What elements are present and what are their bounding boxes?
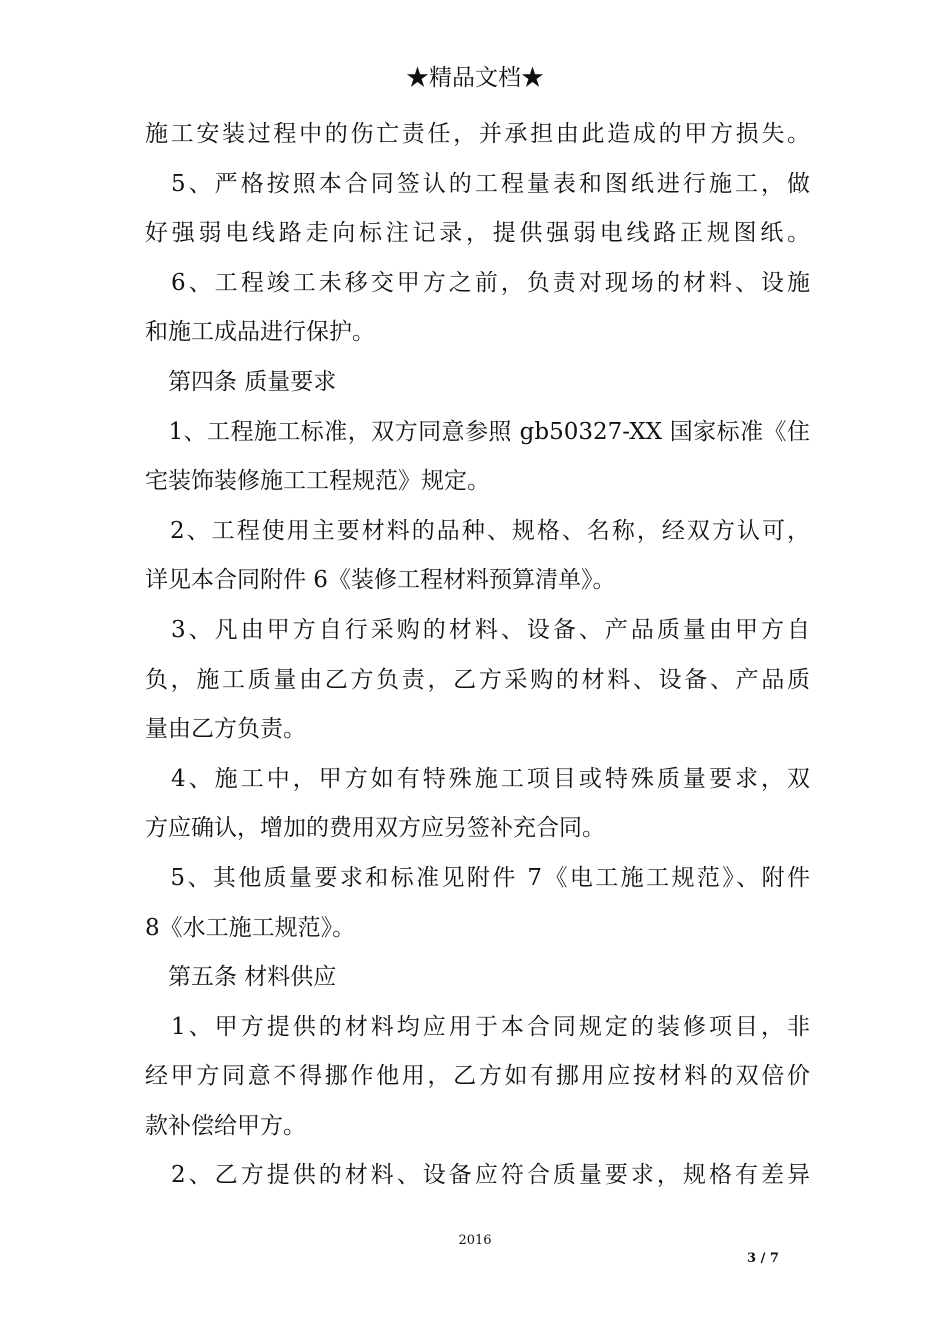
text-line: 8《水工施工规范》。 <box>145 914 356 941</box>
footer-year: 2016 <box>458 1233 492 1248</box>
text-line: 6、工程竣工未移交甲方之前，负责对现场的材料、设施 <box>145 269 810 296</box>
text-line: 1、甲方提供的材料均应用于本合同规定的装修项目，非 <box>145 1013 810 1040</box>
page-header-title: ★精品文档★ <box>406 65 544 91</box>
text-line: 负，施工质量由乙方负责，乙方采购的材料、设备、产品质 <box>145 666 810 693</box>
text-line: 详见本合同附件 6《装修工程材料预算清单》。 <box>145 567 616 594</box>
text-line: 2、工程使用主要材料的品种、规格、名称，经双方认可， <box>145 517 810 544</box>
text-line: 和施工成品进行保护。 <box>145 319 375 346</box>
document-body <box>145 110 810 1201</box>
text-line: 3、凡由甲方自行采购的材料、设备、产品质量由甲方自 <box>145 616 810 643</box>
text-line: 好强弱电线路走向标注记录，提供强弱电线路正规图纸。 <box>145 220 810 247</box>
text-line: 款补偿给甲方。 <box>145 1112 306 1139</box>
text-line: 量由乙方负责。 <box>145 716 306 743</box>
text-line: 5、其他质量要求和标准见附件 7《电工施工规范》、附件 <box>145 864 810 891</box>
text-line: 2、乙方提供的材料、设备应符合质量要求，规格有差异 <box>145 1162 810 1189</box>
text-line: 经甲方同意不得挪作他用，乙方如有挪用应按材料的双倍价 <box>145 1063 810 1090</box>
text-line: 施工安装过程中的伤亡责任，并承担由此造成的甲方损失。 <box>145 121 810 147</box>
text-line: 宅装饰装修施工工程规范》规定。 <box>145 468 490 495</box>
text-line: 方应确认，增加的费用双方应另签补充合同。 <box>145 815 605 842</box>
text-line: 1、工程施工标准，双方同意参照 gb50327-XX 国家标准《住 <box>145 418 810 445</box>
text-line: 5、严格按照本合同签认的工程量表和图纸进行施工，做 <box>145 170 810 197</box>
section-heading: 第五条 材料供应 <box>145 964 337 991</box>
page-number: 3 / 7 <box>747 1251 779 1266</box>
section-heading: 第四条 质量要求 <box>145 368 337 395</box>
text-line: 4、施工中，甲方如有特殊施工项目或特殊质量要求，双 <box>145 765 810 792</box>
